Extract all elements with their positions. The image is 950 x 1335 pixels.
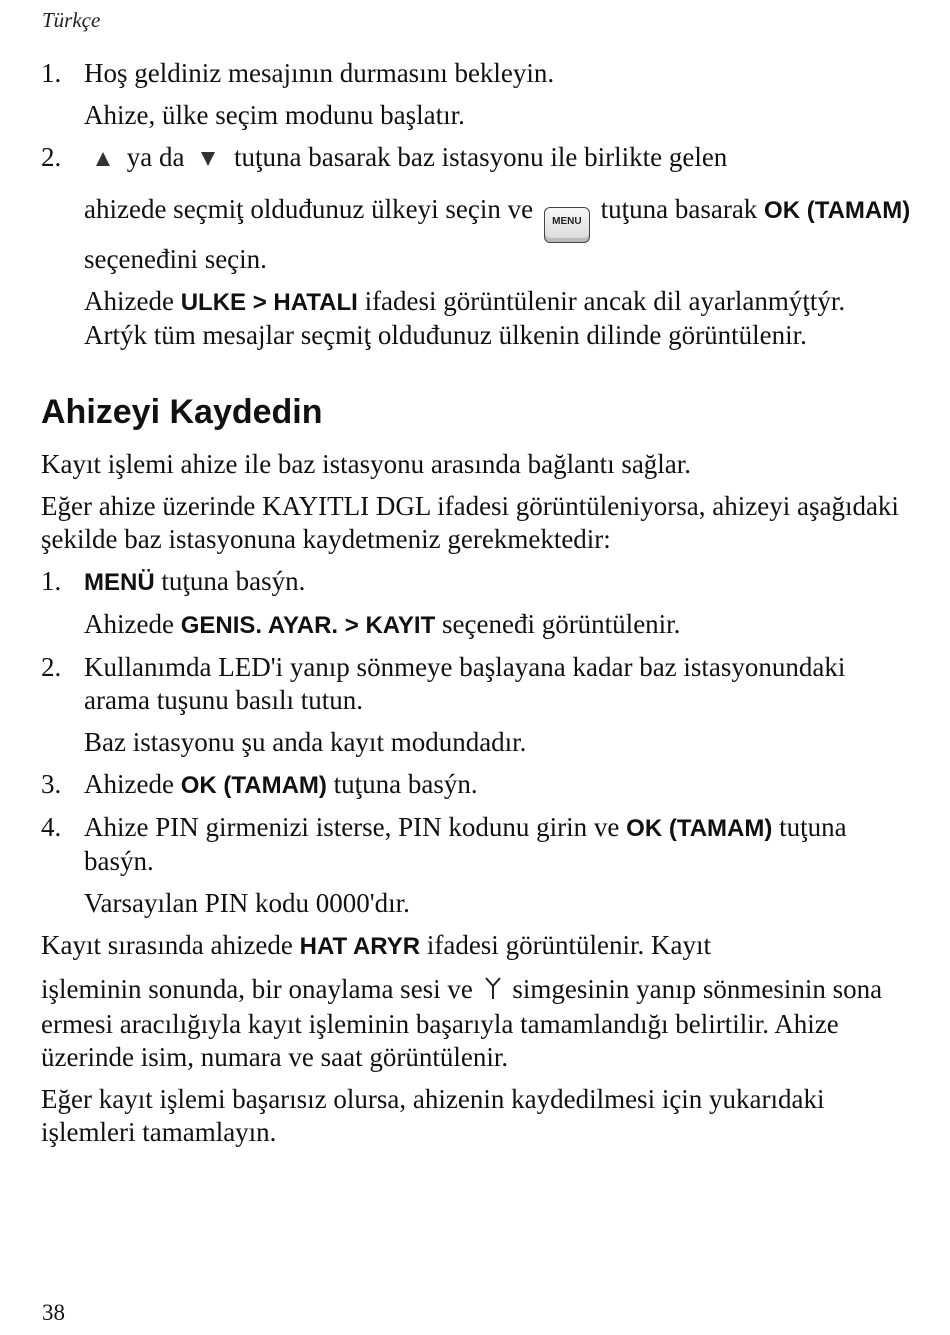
step-number: 3. [41, 769, 62, 800]
step-2 [41, 141, 911, 176]
paragraph: Eğer kayıt işlemi başarısız olursa, ahizenin kaydedilmesi için yukarıdaki işlemleri tamamlayın. [41, 1084, 825, 1148]
step-text: tuţuna basýn. [161, 566, 306, 597]
note-text: ifadesi görüntülenir ancak dil ayarlanmýţtýr. Artýk tüm mesajlar seçmiţ olduđunuz ülkenin dilinde görüntülenir. [84, 286, 846, 351]
step-text: tuţuna basýn. [84, 812, 847, 877]
key-label: OK (TAMAM) [626, 815, 773, 843]
paragraph [41, 973, 911, 1074]
step-note: Baz istasyonu şu anda kayıt modundadır. [84, 727, 527, 758]
step-text: seçeneđini seçin. [84, 244, 267, 275]
step-2 [41, 651, 911, 717]
paragraph-text: simgesinin yanıp sönmesinin sona ermesi aracılığıyla kayıt işleminin başarıyla tamamlandığı belirtilir. Ahize üzerinde isim, numara ve saat görüntülenir. [41, 974, 883, 1073]
down-arrow-icon [199, 143, 217, 176]
step-text: ahizede seçmiţ olduđunuz ülkeyi seçin ve [84, 194, 534, 225]
display-text: GENIS. AYAR. > KAYIT [180, 612, 436, 640]
note-text: Ahizede [84, 286, 174, 317]
step-note [41, 608, 911, 642]
paragraph: Eğer ahize üzerinde KAYITLI DGL ifadesi görüntüleniyorsa, ahizeyi aşağıdaki şekilde baz istasyonuna kaydetmeniz gerekmektedir: [41, 491, 899, 555]
step-3 [41, 768, 911, 802]
step-number: 4. [41, 812, 62, 843]
step-number: 1. [41, 58, 62, 88]
paragraph-text: işleminin sonunda, bir onaylama sesi ve [41, 974, 473, 1005]
step-note [41, 285, 911, 352]
step-text: Ahize PIN girmenizi isterse, PIN kodunu girin ve [84, 812, 620, 843]
display-text: ULKE > HATALI [180, 289, 358, 317]
step-1 [41, 565, 911, 599]
step-text: tuţuna basarak baz istasyonu ile birlikte gelen [233, 142, 728, 172]
step-text: Kullanımda LED'i yanıp sönmeye başlayana kadar baz istasyonundaki arama tuşunu basılı tutun. [84, 652, 846, 716]
step-text: Ahizede [84, 769, 174, 800]
paragraph: Kayıt işlemi ahize ile baz istasyonu arasında bağlantı sağlar. [41, 449, 692, 480]
section-title: Ahizeyi Kaydedin [41, 393, 323, 432]
menu-key-icon: MENU [544, 207, 590, 243]
step-note: Varsayılan PIN kodu 0000'dır. [84, 888, 410, 919]
key-label: OK (TAMAM) [180, 772, 327, 800]
key-label: MENÜ [84, 569, 155, 597]
page-number: 38 [42, 1300, 65, 1325]
step-text: ya da [126, 142, 185, 172]
step-number: 1. [41, 566, 62, 597]
page-content [41, 57, 911, 1149]
step-number: 2. [41, 142, 62, 172]
display-text: HAT ARYR [299, 933, 421, 961]
step-text: tuţuna basarak [600, 194, 758, 225]
step-text: Hoş geldiniz mesajının durmasını bekleyin. [84, 58, 555, 88]
ok-label: OK (TAMAM) [764, 197, 911, 225]
paragraph [41, 929, 911, 963]
paragraph-text: Kayıt sırasında ahizede [41, 930, 293, 961]
note-text: Ahizede [84, 609, 174, 640]
step-2-continued [41, 193, 911, 276]
up-arrow-icon [94, 143, 112, 176]
step-text: tuţuna basýn. [333, 769, 478, 800]
antenna-icon [484, 975, 502, 1008]
step-4 [41, 811, 911, 878]
step-number: 2. [41, 652, 62, 683]
note-text: seçeneđi görüntülenir. [442, 609, 681, 640]
step-1 [41, 57, 911, 90]
paragraph-text: ifadesi görüntülenir. Kayıt [426, 930, 712, 961]
running-header: Türkçe [42, 8, 101, 32]
step-note: Ahize, ülke seçim modunu başlatır. [84, 100, 465, 130]
